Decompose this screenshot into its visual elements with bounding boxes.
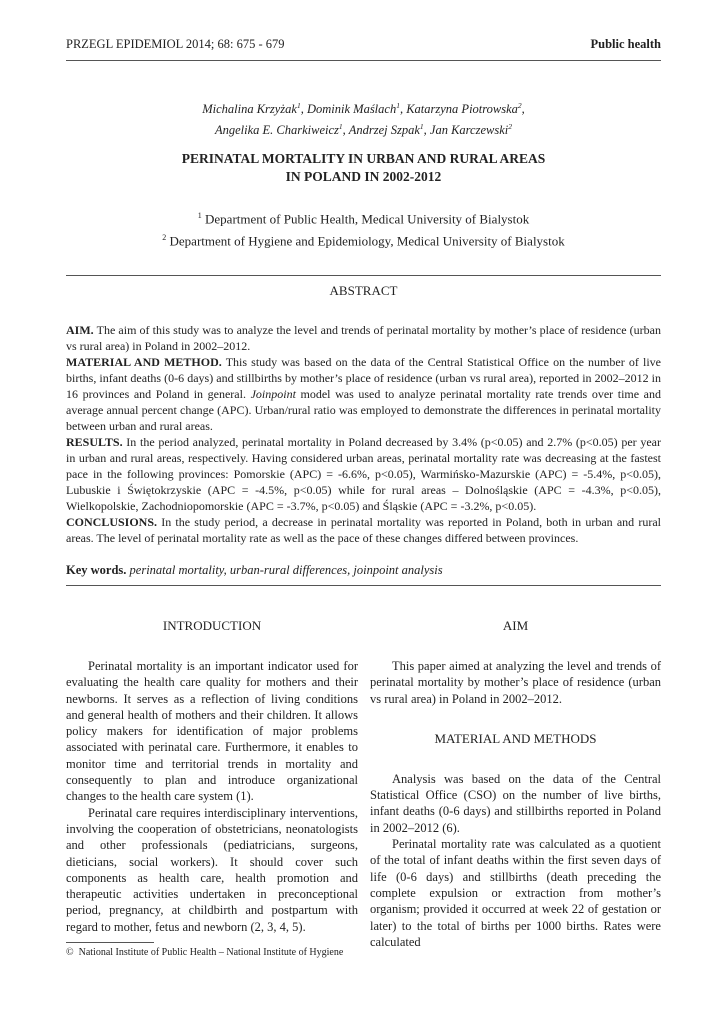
copyright-symbol: ©	[66, 947, 74, 958]
author-affil-sup: 1	[419, 122, 424, 132]
author: Andrzej Szpak	[348, 123, 420, 138]
aim-heading: AIM	[502, 618, 529, 633]
abstract-heading: ABSTRACT	[329, 283, 398, 298]
paper-title	[66, 150, 661, 186]
footnote-divider	[66, 942, 154, 943]
author-affil-sup: 2	[508, 122, 512, 132]
methods-paragraph: Analysis was based on the data of the Central Statistical Office (CSO) on the number of live births, infant deaths (0-6 days) and stillbirths reported in Poland in 2002–2012 (6).	[370, 771, 661, 835]
right-column	[370, 618, 661, 950]
author-affil-sup: 1	[296, 101, 301, 110]
keywords-text: perinatal mortality, urban-rural differences, joinpoint analysis	[129, 563, 443, 577]
abstract-conclusions: CONCLUSIONS. In the study period, a decrease in perinatal mortality was reported in Poland, both in urban and rural areas. The level of perinatal mortality rate as well as the pace of these changes differed between provinces.	[66, 515, 662, 545]
keywords-label: Key words.	[66, 563, 127, 577]
intro-paragraph: Perinatal care requires interdisciplinary interventions, involving the cooperation of obstetricians, neonatologists and other professionals (pediatricians, surgeons, dieticians, social workers). It should cover such components as health care, health promotion and therapeutic activities undertaken in preconceptional period, pregnancy, at childbirth and postpartum with regard to mother, fetus and newborn (2, 3, 4, 5).	[66, 805, 358, 934]
author-affil-sup: 1	[338, 122, 343, 132]
methods-heading: MATERIAL AND METHODS	[434, 730, 597, 746]
abstract-body	[66, 322, 661, 546]
abstract-results: RESULTS. In the period analyzed, perinatal mortality in Poland decreased by 3.4% (p<0.05) and 2.7% (p<0.05) per year in urban and rural areas, respectively. Having considered urban areas, perinatal mortality rate was decreasing at the fastest pace in the following provinces: Pomorskie (APC) = -6.6%, p<0.05), Warmińsko-Mazurskie (APC) = -5.4%, p<0.05), Lubuskie i Świętokrzyskie (APC = -4.5%, p<0.05) while for rural areas – Dolnośląskie (APC = -4.3%, p<0.05), Wielkopolskie, Zachodniopomorskie (APC = -3.7%, p<0.05) and Śląskie (APC = -3.2%, p<0.05).	[66, 435, 662, 513]
journal-citation: PRZEGL EPIDEMIOL 2014; 68: 675 - 679	[66, 37, 285, 51]
left-column	[66, 618, 358, 935]
author-affil-sup: 1	[396, 101, 400, 110]
author: Angelika E. Charkiweicz	[214, 123, 339, 138]
introduction-heading: INTRODUCTION	[162, 618, 262, 633]
copyright-footnote: © National Institute of Public Health – National Institute of Hygiene	[66, 947, 344, 958]
author: Jan Karczewski	[429, 123, 509, 138]
abstract-methods: MATERIAL AND METHOD. This study was based on the data of the Central Statistical Office on the number of live births, infant deaths (0-6 days) and stillbirths by mother’s place of residence (urban vs rural area), reported in 2002–2012 in 16 provinces and Poland in general. Joinpoint model was used to analyze perinatal mortality rate trends over time and average annual percent change (APC). Urban/rural ratio was employed to demonstrate the differences in perinatal mortality between urban and rural areas.	[66, 355, 662, 433]
title-line: PERINATAL MORTALITY IN URBAN AND RURAL AREAS	[181, 151, 546, 166]
author-affil-sup: 2	[517, 101, 522, 110]
abstract-bottom-divider	[66, 585, 661, 586]
methods-paragraph: Perinatal mortality rate was calculated as a quotient of the total of infant deaths within the first seven days of life (0-6 days) and stillbirths (death preceding the complete expulsion or extraction from mother’s organism; provided it occurred at week 22 of gestation or later) to the total of births per 1000 births. Rates were calculated	[370, 837, 661, 949]
author: Katarzyna Piotrowska	[406, 102, 518, 117]
abstract-aim: AIM. The aim of this study was to analyze the level and trends of perinatal mortality by mother’s place of residence (urban vs rural area) in Poland in 2002–2012.	[66, 323, 661, 353]
aim-paragraph: This paper aimed at analyzing the level and trends of perinatal mortality by mother’s place of residence (urban vs rural area) in Poland in 2002–2012.	[370, 659, 661, 706]
title-line: IN POLAND IN 2002-2012	[285, 169, 442, 184]
author-list: Michalina Krzyżak$^1$, Dominik Maślach$^1$, Katarzyna Piotrowska$^2$, Angelika E. Charkiweicz$^1$, Andrzej Szpak$^1$, Jan Karczewski$^2$	[202, 101, 525, 138]
header-divider	[66, 60, 661, 61]
author: Michalina Krzyżak	[202, 102, 297, 117]
author: Dominik Maślach	[306, 102, 397, 117]
affiliation: $^2$ Department of Hygiene and Epidemiology, Medical University of Bialystok	[162, 233, 565, 249]
running-header	[66, 36, 661, 52]
intro-paragraph: Perinatal mortality is an important indicator used for evaluating the health care quality for mothers and their newborns. It serves as a reflection of living conditions and general health of mothers and their children. It allows policy makers for identification of major problems associated with perinatal care. Furthermore, it enables to monitor time and territorial trends in mortality and consequently to plan and introduce organizational changes to the health care system (1).	[66, 659, 358, 804]
abstract-top-divider	[66, 275, 661, 276]
affiliation: $^1$ Department of Public Health, Medical University of Bialystok	[197, 211, 530, 227]
section-label: Public health	[590, 37, 661, 51]
keywords	[66, 562, 661, 578]
affiliations	[66, 206, 661, 251]
